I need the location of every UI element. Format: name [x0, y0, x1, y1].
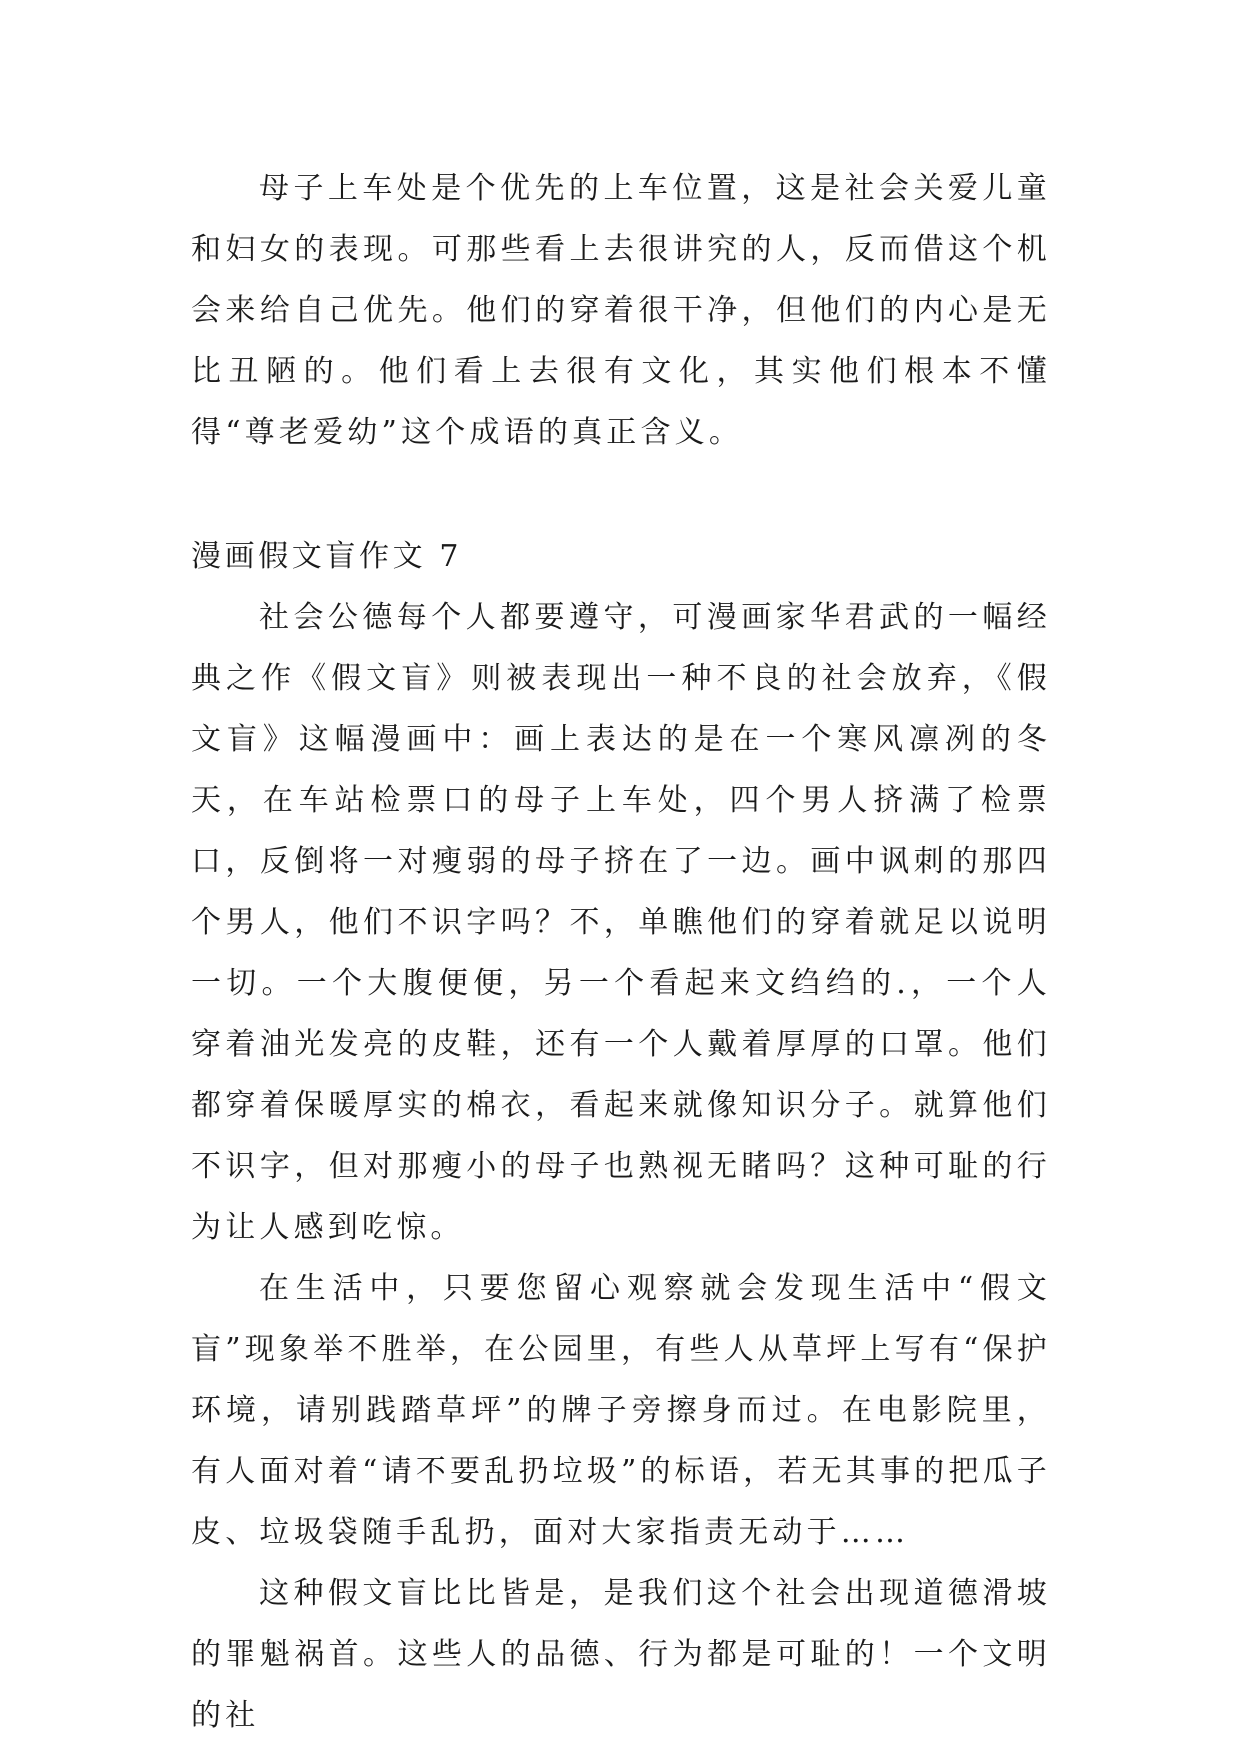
document-page	[191, 158, 1051, 1746]
body-paragraph: 在生活中，只要您留心观察就会发现生活中“假文盲”现象举不胜举，在公园里，有些人从草坪上写有“保护环境，请别践踏草坪”的牌子旁擦身而过。在电影院里，有人面对着“请不要乱扔垃圾”的标语，若无其事的把瓜子皮、垃圾袋随手乱扔，面对大家指责无动于……	[191, 1271, 1051, 1550]
section-spacer	[191, 463, 1051, 526]
body-paragraph: 这种假文盲比比皆是，是我们这个社会出现道德滑坡的罪魁祸首。这些人的品德、行为都是可耻的！一个文明的社	[191, 1576, 1051, 1733]
section-title: 漫画假文盲作文 7	[191, 539, 463, 574]
body-paragraph: 社会公德每个人都要遵守，可漫画家华君武的一幅经典之作《假文盲》则被表现出一种不良的社会放弃，《假文盲》这幅漫画中：画上表达的是在一个寒风凛冽的冬天，在车站检票口的母子上车处，四个男人挤满了检票口，反倒将一对瘦弱的母子挤在了一边。画中讽刺的那四个男人，他们不识字吗？不，单瞧他们的穿着就足以说明一切。一个大腹便便，另一个看起来文绉绉的.，一个人穿着油光发亮的皮鞋，还有一个人戴着厚厚的口罩。他们都穿着保暖厚实的棉衣，看起来就像知识分子。就算他们不识字，但对那瘦小的母子也熟视无睹吗？这种可耻的行为让人感到吃惊。	[191, 600, 1051, 1245]
body-paragraph: 母子上车处是个优先的上车位置，这是社会关爱儿童和妇女的表现。可那些看上去很讲究的人，反而借这个机会来给自己优先。他们的穿着很干净，但他们的内心是无比丑陋的。他们看上去很有文化，其实他们根本不懂得“尊老爱幼”这个成语的真正含义。	[191, 171, 1051, 450]
